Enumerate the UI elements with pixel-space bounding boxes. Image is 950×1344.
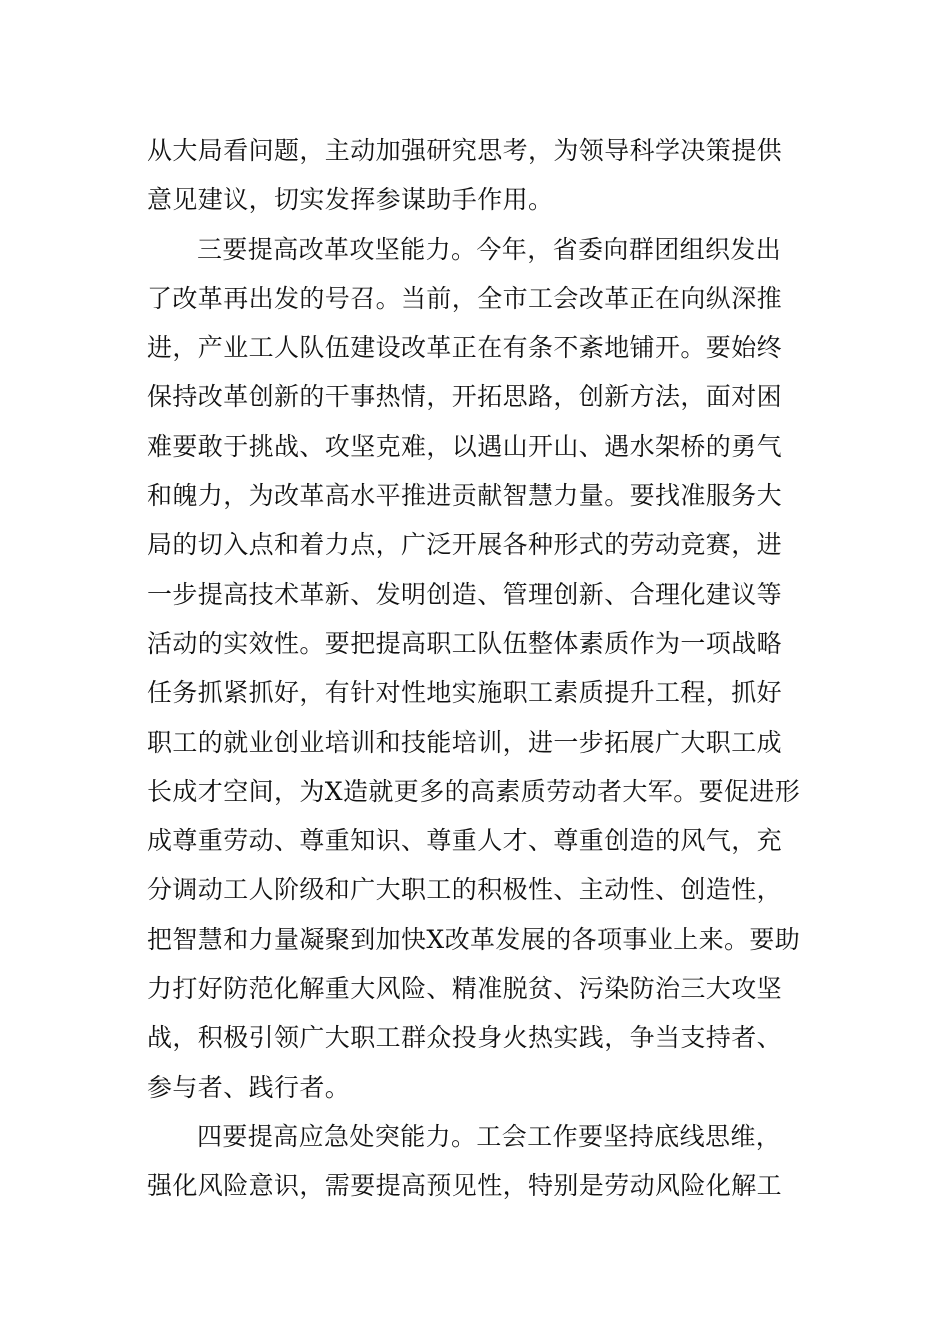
body-text (147, 126, 807, 1211)
paragraph-start-line: 三要提高改革攻坚能力。今年，省委向群团组织发出 (197, 234, 782, 264)
text-line: 进，产业工人队伍建设改革正在有条不紊地铺开。要始终 (147, 333, 783, 363)
text-line: 战，积极引领广大职工群众投身火热实践，争当支持者、 (147, 1023, 783, 1053)
text-line: 活动的实效性。要把提高职工队伍整体素质作为一项战略 (147, 628, 783, 658)
text-line: 强化风险意识，需要提高预见性，特别是劳动风险化解工 (147, 1171, 783, 1201)
text-line: 把智慧和力量凝聚到加快X改革发展的各项事业上来。要助 (147, 924, 801, 954)
text-line: 任务抓紧抓好，有针对性地实施职工素质提升工程，抓好 (147, 678, 783, 708)
text-line: 保持改革创新的干事热情，开拓思路，创新方法，面对困 (147, 382, 783, 412)
text-line: 和魄力，为改革高水平推进贡献智慧力量。要找准服务大 (147, 481, 783, 511)
text-line: 力打好防范化解重大风险、精准脱贫、污染防治三大攻坚 (147, 974, 783, 1004)
text-line: 了改革再出发的号召。当前，全市工会改革正在向纵深推 (147, 283, 783, 313)
text-line: 职工的就业创业培训和技能培训，进一步拓展广大职工成 (147, 727, 783, 757)
text-line: 分调动工人阶级和广大职工的积极性、主动性、创造性， (147, 875, 783, 905)
text-line: 成尊重劳动、尊重知识、尊重人才、尊重创造的风气，充 (147, 826, 783, 856)
text-line: 难要敢于挑战、攻坚克难，以遇山开山、遇水架桥的勇气 (147, 431, 783, 461)
text-line: 局的切入点和着力点，广泛开展各种形式的劳动竞赛，进 (147, 530, 783, 560)
text-line: 参与者、践行者。 (147, 1072, 351, 1102)
paragraph-start-line: 四要提高应急处突能力。工会工作要坚持底线思维， (197, 1121, 782, 1151)
text-line: 意见建议，切实发挥参谋助手作用。 (147, 185, 554, 215)
text-line: 一步提高技术革新、发明创造、管理创新、合理化建议等 (147, 579, 783, 609)
text-line: 长成才空间，为X造就更多的高素质劳动者大军。要促进形 (147, 776, 801, 806)
text-line: 从大局看问题，主动加强研究思考，为领导科学决策提供 (147, 136, 783, 165)
